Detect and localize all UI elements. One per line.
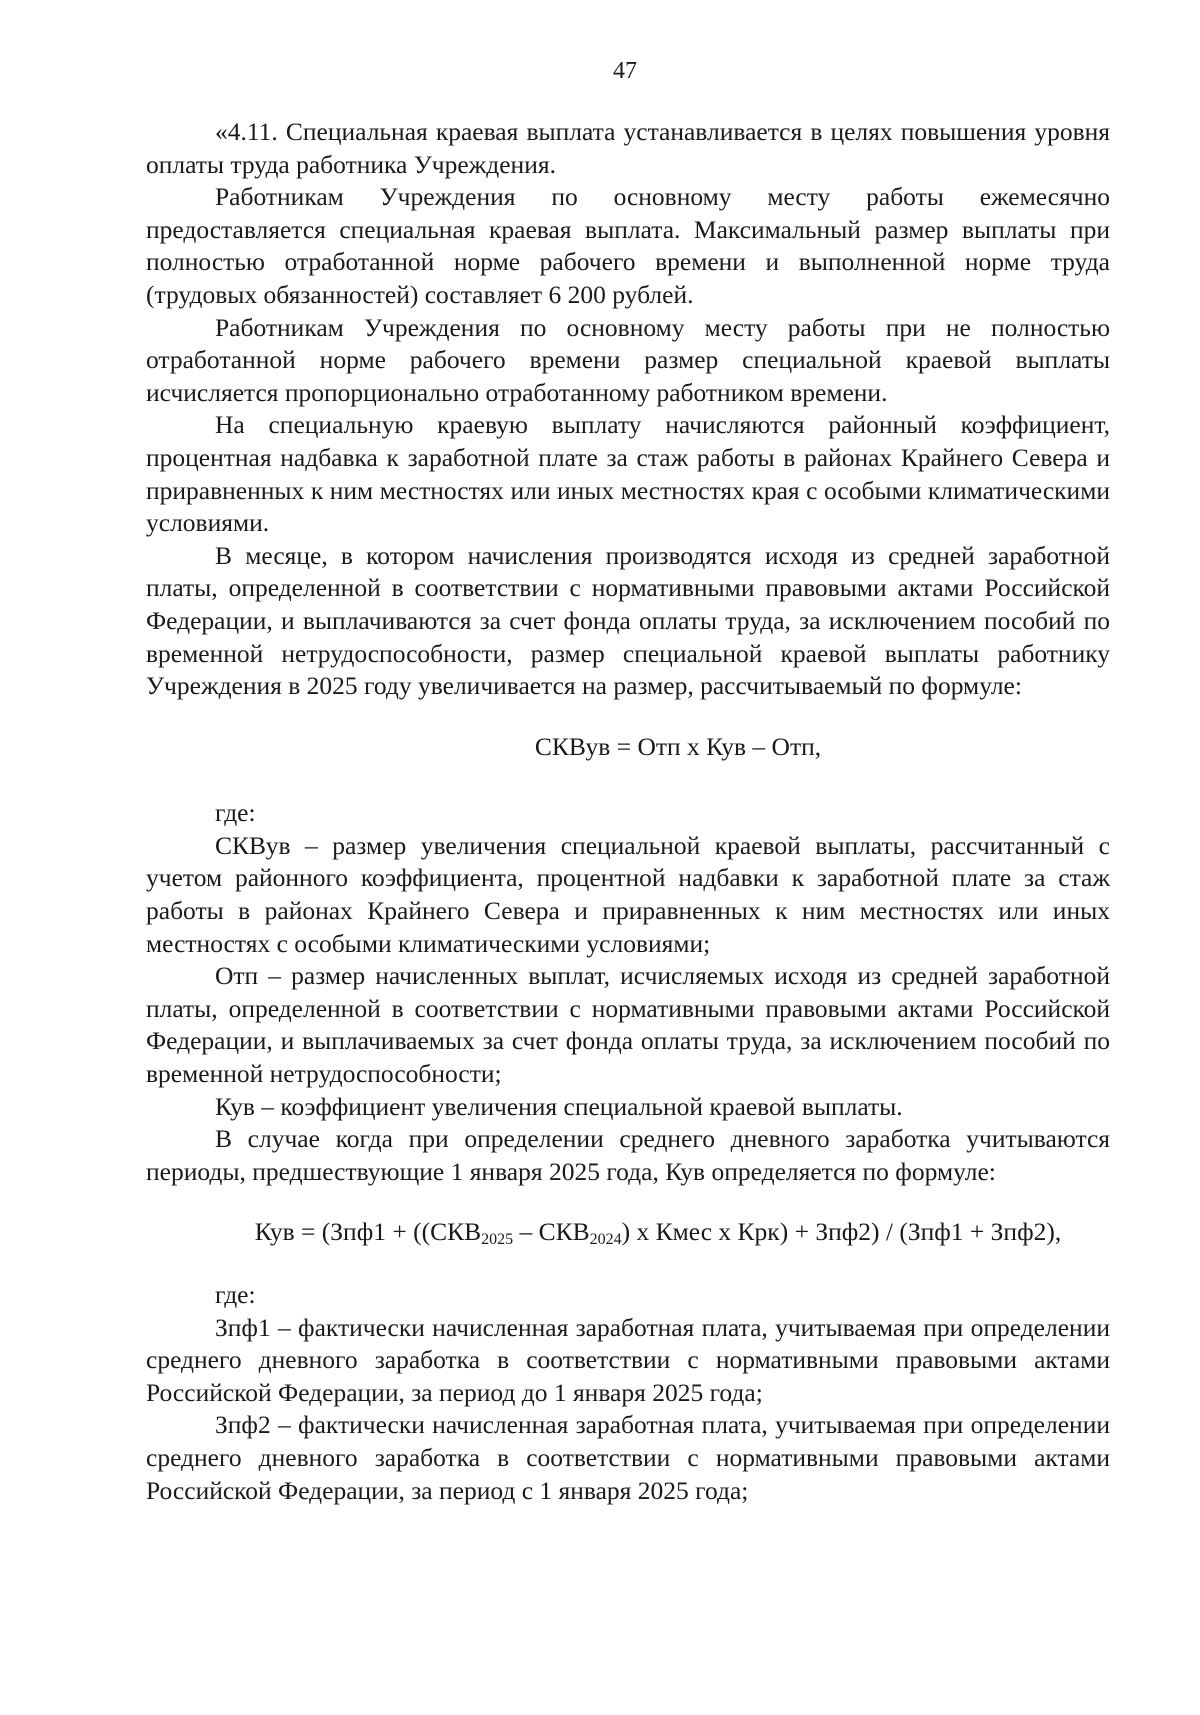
paragraph-proportional: Работникам Учреждения по основному месту работы при не полностью отработанной норме рабочего времени размер специальной краевой выплаты исчисляется пропорционально отработанному работником времени. [146,312,1110,407]
paragraph-kuv-formula-intro: В случае когда при определении среднего дневного заработка учитываются периоды, предшествующие 1 января 2025 года, Кув определяется по формуле: [146,1124,1110,1186]
formula-skvuv: СКВув = Отп х Кув – Отп, [534,731,822,761]
definition-zpf2: Зпф2 – фактически начисленная заработная плата, учитываемая при определении среднего дневного заработка в соответствии с нормативными правовыми актами Российской Федерации, за период с 1 января 2025 года; [146,1410,1110,1505]
where-label-2: где: [215,1280,256,1309]
definition-kuv: Кув – коэффициент увеличения специальной краевой выплаты. [215,1091,903,1121]
formula-kuv-sub-2025: 2025 [481,1231,514,1249]
paragraph-coefficients: На специальную краевую выплату начисляются районный коэффициент, процентная надбавка к заработной плате за стаж работы в районах Крайнего Севера и приравненных к ним местностях или иных местностях края с особыми климатическими условиями. [146,410,1110,538]
paragraph-max-payment: Работникам Учреждения по основному месту работы ежемесячно предоставляется специальная краевая выплата. Максимальный размер выплаты при полностью отработанной норме рабочего времени и выполненной норме труда (трудовых обязанностей) составляет 6 200 рублей. [146,182,1110,309]
definition-skvuv: СКВув – размер увеличения специальной краевой выплаты, рассчитанный с учетом районного коэффициента, процентной надбавки к заработной плате за стаж работы в районах Крайнего Севера и приравненных к ним местностях или иных местностях с особыми климатическими условиями; [146,830,1110,958]
document-body [146,116,1110,1507]
formula-kuv-part1: Кув = (Зпф1 + ((СКВ [254,1217,482,1247]
definition-zpf1: Зпф1 – фактически начисленная заработная плата, учитываемая при определении среднего дневного заработка в соответствии с нормативными правовыми актами Российской Федерации, за период до 1 января 2025 года; [146,1312,1110,1407]
paragraph-increase-2025: В месяце, в котором начисления производятся исходя из средней заработной платы, определенной в соответствии с нормативными правовыми актами Российской Федерации, и выплачиваются за счет фонда оплаты труда, за исключением пособий по временной нетрудоспособности, размер специальной краевой выплаты работнику Учреждения в 2025 году увеличивается на размер, рассчитываемый по формуле: [146,540,1110,701]
paragraph-4-11: «4.11. Специальная краевая выплата устанавливается в целях повышения уровня оплаты труда работника Учреждения. [146,117,1110,179]
definition-otp: Отп – размер начисленных выплат, исчисляемых исходя из средней заработной платы, определенной в соответствии с нормативными правовыми актами Российской Федерации, и выплачиваемых за счет фонда оплаты труда, за исключением пособий по временной нетрудоспособности; [146,961,1110,1089]
page-number: 47 [613,58,637,84]
formula-kuv-sub-2024: 2024 [589,1231,622,1249]
formula-kuv [146,1216,1110,1249]
where-label: где: [215,798,256,828]
formula-kuv-part3: ) х Кмес х Крк) + Зпф2) / (Зпф1 + Зпф2), [621,1217,1062,1247]
formula-kuv-part2: – СКВ [513,1217,590,1247]
